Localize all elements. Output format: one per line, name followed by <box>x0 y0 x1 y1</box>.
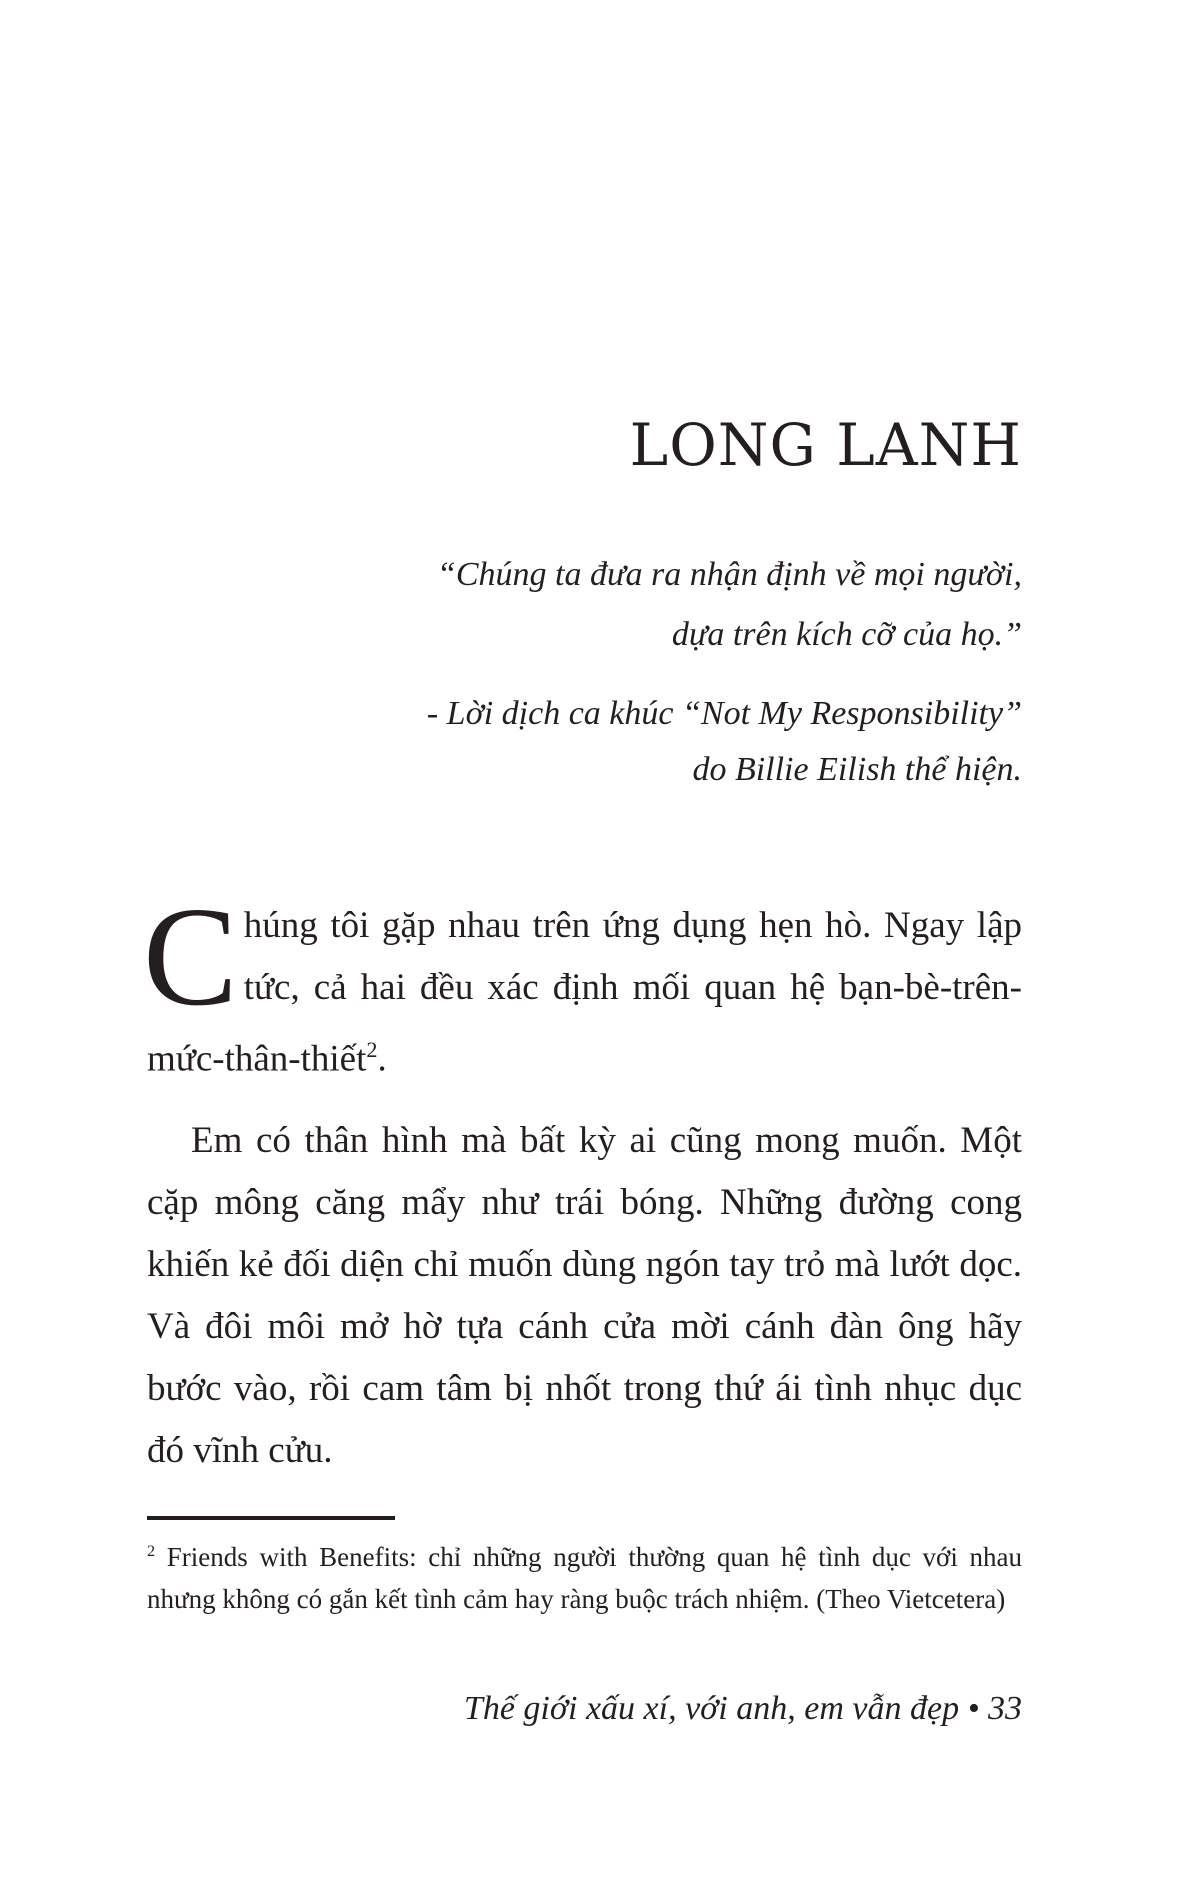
footnote-divider <box>147 1516 395 1520</box>
footnote-number: 2 <box>147 1542 156 1560</box>
paragraph-text: húng tôi gặp nhau trên ứng dụng hẹn hò. Ngay lập tức, cả hai đều xác định mối quan hệ bạn-bè-trên-mức-thân-thiết <box>147 905 1022 1080</box>
page-footer <box>464 1690 1022 1728</box>
footnote-text: Friends with Benefits: chỉ những người thường quan hệ tình dục với nhau nhưng không có gắn kết tình cảm hay ràng buộc trách nhiệm. (Theo Vietcetera) <box>147 1542 1022 1614</box>
paragraph-end: . <box>377 1038 387 1080</box>
epigraph-line: “Chúng ta đưa ra nhận định về mọi người, <box>436 556 1022 593</box>
attribution-line: do Billie Eilish thể hiện. <box>692 751 1022 788</box>
paragraph: Em có thân hình mà bất kỳ ai cũng mong muốn. Một cặp mông căng mẩy như trái bóng. Những đường cong khiến kẻ đối diện chỉ muốn dùng ngón tay trỏ mà lướt dọc. Và đôi môi mở hờ tựa cánh cửa mời cánh đàn ông hãy bước vào, rồi cam tâm bị nhốt trong thứ ái tình nhục dục đó vĩnh cửu. <box>147 1120 1022 1472</box>
running-title: Thế giới xấu xí, với anh, em vẫn đẹp <box>463 1690 960 1727</box>
chapter-title: LONG LANH <box>629 410 1022 479</box>
paragraph <box>143 877 1022 1090</box>
epigraph-quote <box>437 545 1022 665</box>
body-text <box>143 877 1022 1502</box>
attribution-line: - Lời dịch ca khúc “Not My Responsibility” <box>426 695 1022 732</box>
epigraph-attribution <box>427 686 1022 798</box>
drop-cap: C <box>143 877 238 1035</box>
epigraph-line: dựa trên kích cỡ của họ.” <box>671 616 1022 653</box>
page-number: 33 <box>988 1690 1022 1727</box>
separator: • <box>959 1690 988 1727</box>
footnote-ref[interactable]: 2 <box>366 1037 378 1062</box>
footnote <box>147 1530 1022 1620</box>
